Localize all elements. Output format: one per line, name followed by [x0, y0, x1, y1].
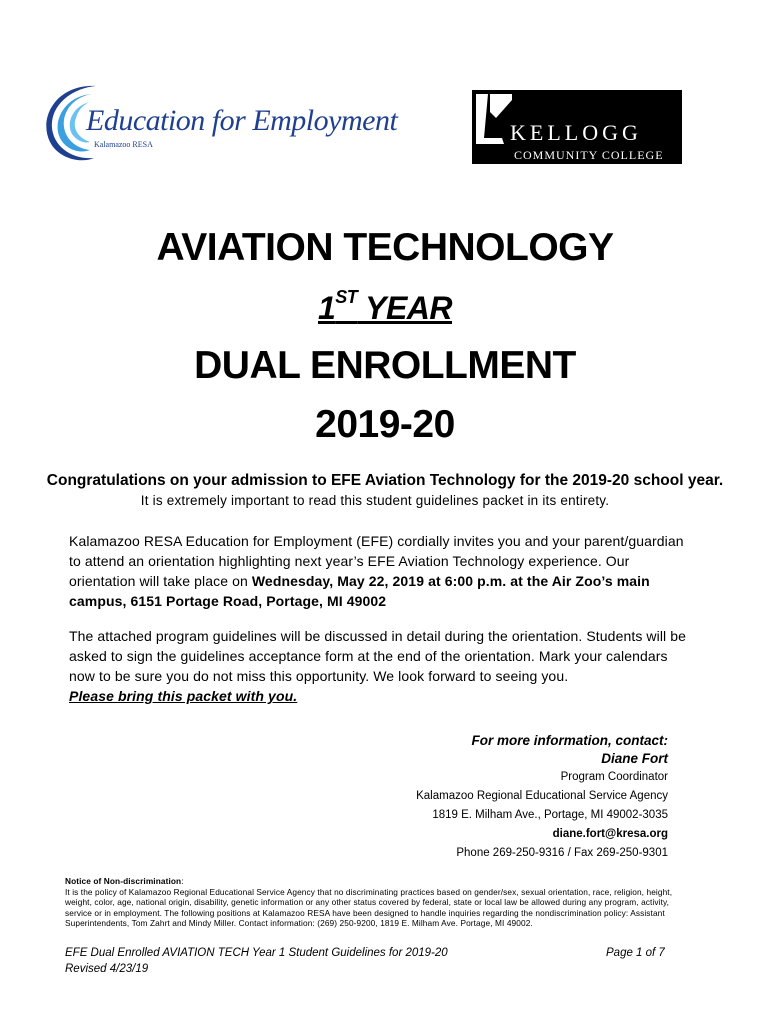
enrollment-heading: DUAL ENROLLMENT — [194, 344, 576, 387]
school-year-heading: 2019-20 — [315, 403, 455, 446]
contact-organization: Kalamazoo Regional Educational Service Agency — [416, 790, 668, 802]
guidelines-text: The attached program guidelines will be discussed in detail during the orientation. Students will be asked to sign the guidelines acceptance form at the end of the orientation. Mark your calendars now to be sure you do not miss this opportunity. We look forward to seeing you. — [69, 628, 687, 684]
year-label: YEAR — [357, 290, 453, 326]
nondiscrimination-notice — [65, 876, 675, 929]
contact-heading: For more information, contact: — [471, 733, 668, 748]
orientation-text: Kalamazoo RESA Education for Employment (EFE) cordially invites you and your parent/guardian to attend an orientation highlighting next year’s EFE Aviation Technology experience. Our orientation will take place on — [69, 533, 684, 589]
notice-heading: Notice of Non-discrimination — [65, 876, 182, 886]
contact-name: Diane Fort — [601, 751, 668, 766]
contact-title: Program Coordinator — [560, 771, 668, 783]
efe-logo-subtitle: Kalamazoo RESA — [94, 140, 153, 149]
contact-address: 1819 E. Milham Ave., Portage, MI 49002-3035 — [432, 809, 668, 821]
footer-page-number: Page 1 of 7 — [606, 947, 665, 959]
important-note: It is extremely important to read this student guidelines packet in its entirety. — [140, 493, 610, 508]
efe-logo-title: Education for Employment — [86, 104, 398, 137]
footer-revised-date: Revised 4/23/19 — [65, 963, 149, 975]
contact-email: diane.fort@kresa.org — [552, 828, 668, 840]
document-year-heading — [0, 287, 770, 326]
bring-packet-note: Please bring this packet with you. — [69, 688, 298, 704]
kellogg-logo-subtitle: COMMUNITY COLLEGE — [514, 148, 664, 162]
year-ordinal: ST — [335, 287, 358, 307]
contact-phone: Phone 269-250-9316 / Fax 269-250-9301 — [456, 847, 668, 859]
document-title: AVIATION TECHNOLOGY — [156, 226, 614, 269]
efe-logo — [36, 78, 398, 168]
orientation-paragraph — [69, 531, 689, 611]
kellogg-logo — [472, 90, 682, 164]
kellogg-k-icon — [472, 90, 512, 164]
kellogg-logo-name: KELLOGG — [510, 120, 642, 145]
footer-document-name: EFE Dual Enrolled AVIATION TECH Year 1 Student Guidelines for 2019-20 — [65, 947, 448, 959]
congratulations-text: Congratulations on your admission to EFE Aviation Technology for the 2019-20 school year. — [46, 472, 724, 489]
year-number: 1 — [317, 290, 336, 326]
notice-colon: : — [181, 876, 184, 886]
notice-body: It is the policy of Kalamazoo Regional Educational Service Agency that no discriminating practices based on gender/sex, sexual orientation, race, religion, height, weight, color, age, national origin, disability, genetic information or any other status covered by federal, state or local law be allowed during any program, activity, service or in employment. The following positions at Kalamazoo RESA have been designed to handle inquiries regarding the nondiscrimination policy: Assistant Superintendents, Tom Zahrt and Mindy Miller. Contact information: (269) 250-9200, 1819 E. Milham Ave. Portage, MI 49002. — [65, 886, 673, 928]
orientation-details: Wednesday, May 22, 2019 at 6:00 p.m. at the Air Zoo’s main campus, 6151 Portage Road, Portage, MI 49002 — [69, 573, 650, 609]
guidelines-paragraph — [69, 626, 689, 706]
